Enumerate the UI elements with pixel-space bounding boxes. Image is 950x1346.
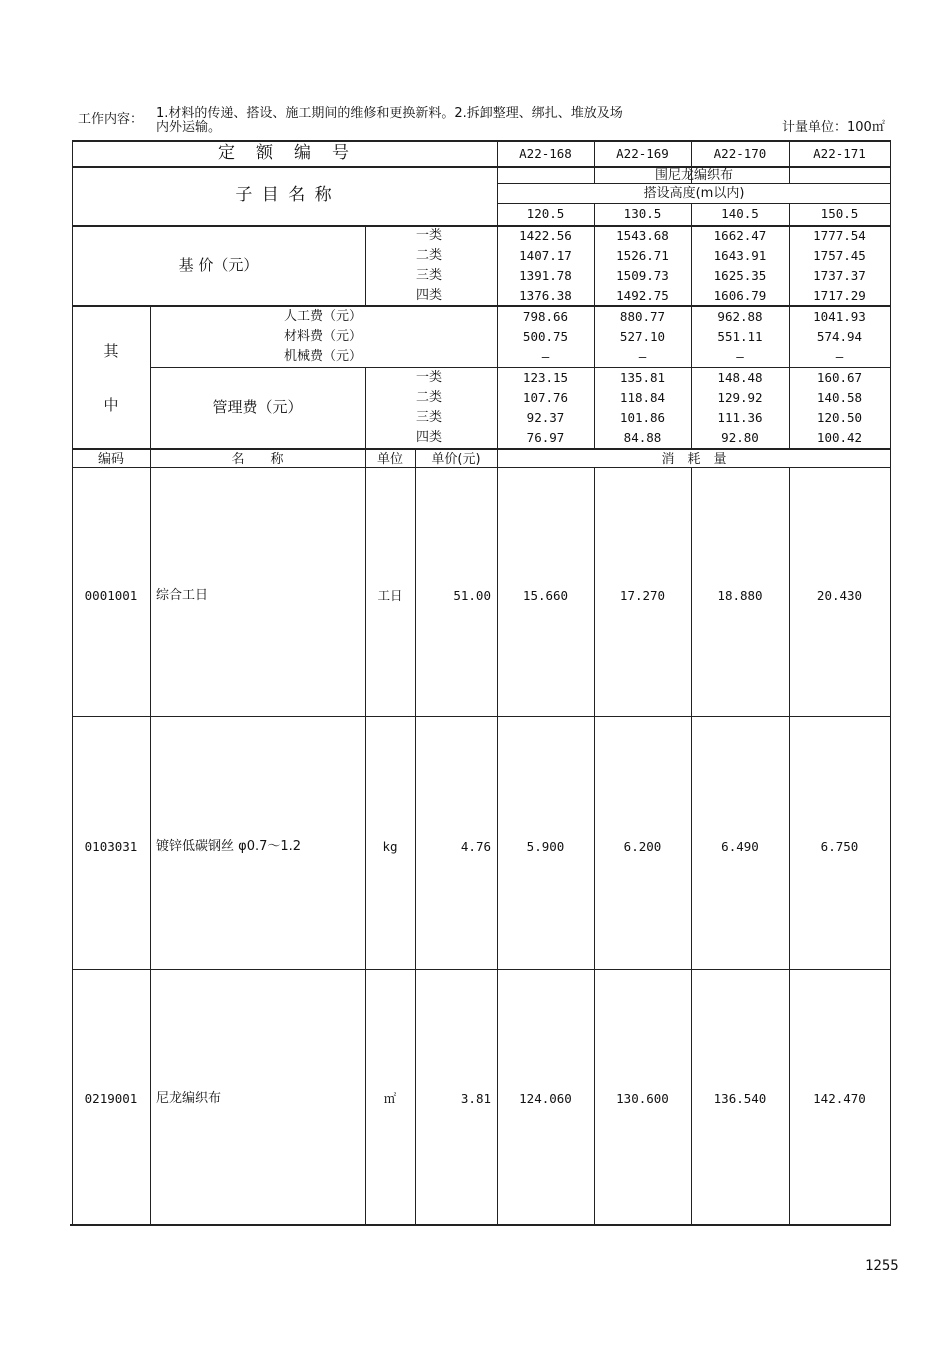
height-value: 130.5 xyxy=(623,206,662,221)
base-price-value: 1625.35 xyxy=(713,268,767,283)
base-price-value: 1662.47 xyxy=(713,228,767,243)
work-content-line1: 1.材料的传递、搭设、施工期间的维修和更换新料。2.拆卸整理、绑扎、堆放及场 xyxy=(156,106,623,121)
quota-code: A22-171 xyxy=(813,146,866,161)
mgmt-fee-value: 101.86 xyxy=(619,410,666,425)
mgmt-fee-value: 118.84 xyxy=(619,390,666,405)
machine-fee-value: – xyxy=(541,349,550,364)
base-price-value: 1407.17 xyxy=(519,248,572,263)
material-unit-price: 51.00 xyxy=(453,588,491,603)
material-quantity: 130.600 xyxy=(616,1091,669,1106)
material-name: 综合工日 xyxy=(156,588,209,603)
mgmt-fee-value: 135.81 xyxy=(619,370,666,385)
mgmt-class-label: 一类 xyxy=(416,370,443,385)
material-quantity: 6.750 xyxy=(820,839,859,854)
col-header-unit: 单位 xyxy=(376,452,403,467)
quota-number-label: 定 额 编 号 xyxy=(218,143,351,163)
labor-fee-value: 880.77 xyxy=(619,309,666,324)
base-price-class-label: 四类 xyxy=(416,288,443,303)
height-value: 140.5 xyxy=(721,206,759,221)
among-label-2: 中 xyxy=(103,396,119,414)
col-header-price: 单价(元) xyxy=(431,452,481,467)
base-price-value: 1543.68 xyxy=(616,228,669,243)
material-quantity: 142.470 xyxy=(813,1091,866,1106)
base-price-class-label: 二类 xyxy=(416,248,443,263)
item-name-label: 子 目 名 称 xyxy=(235,185,334,205)
mgmt-fee-value: 129.92 xyxy=(717,390,763,405)
material-fee-label: 材料费（元） xyxy=(283,329,362,344)
col-header-name: 名 称 xyxy=(231,452,284,467)
quota-code: A22-168 xyxy=(519,146,572,161)
material-fee-value: 551.11 xyxy=(717,329,763,344)
base-price-value: 1606.79 xyxy=(713,288,767,303)
material-unit: kg xyxy=(382,839,398,854)
material-unit-price: 4.76 xyxy=(460,839,491,854)
labor-fee-value: 798.66 xyxy=(522,309,569,324)
mgmt-fee-value: 160.67 xyxy=(816,370,863,385)
material-quantity: 124.060 xyxy=(519,1091,572,1106)
mgmt-fee-label: 管理费（元） xyxy=(212,398,303,416)
work-content-label: 工作内容： xyxy=(78,112,144,127)
base-price-value: 1737.37 xyxy=(813,268,866,283)
material-fee-value: 500.75 xyxy=(522,329,569,344)
base-price-value: 1717.29 xyxy=(813,288,866,303)
labor-fee-value: 1041.93 xyxy=(813,309,866,324)
base-price-value: 1492.75 xyxy=(616,288,669,303)
base-price-value: 1422.56 xyxy=(519,228,572,243)
base-price-value: 1643.91 xyxy=(713,248,767,263)
col-header-consumption: 消 耗 量 xyxy=(661,452,727,467)
material-quantity: 20.430 xyxy=(816,588,863,603)
labor-fee-label: 人工费（元） xyxy=(283,309,362,324)
machine-fee-value: – xyxy=(638,349,647,364)
machine-fee-value: – xyxy=(736,349,744,364)
quota-code: A22-170 xyxy=(713,146,767,161)
material-quantity: 18.880 xyxy=(717,588,763,603)
base-price-value: 1777.54 xyxy=(813,228,866,243)
mgmt-fee-value: 76.97 xyxy=(526,430,565,445)
among-label-1: 其 xyxy=(103,342,119,360)
material-quantity: 6.490 xyxy=(721,839,759,854)
base-price-value: 1509.73 xyxy=(616,268,669,283)
mgmt-fee-value: 92.37 xyxy=(526,410,565,425)
base-price-value: 1526.71 xyxy=(616,248,669,263)
base-price-value: 1376.38 xyxy=(519,288,572,303)
unit-note: 计量单位：100㎡ xyxy=(782,120,885,135)
base-price-class-label: 一类 xyxy=(416,228,443,243)
base-price-class-label: 三类 xyxy=(416,268,443,283)
machine-fee-value: – xyxy=(835,349,844,364)
mgmt-fee-value: 148.48 xyxy=(717,370,763,385)
base-price-label: 基 价（元） xyxy=(178,256,259,274)
material-code: 0103031 xyxy=(84,839,138,854)
page-number: 1255 xyxy=(865,1258,899,1274)
labor-fee-value: 962.88 xyxy=(717,309,763,324)
col-header-code: 编码 xyxy=(97,452,124,467)
mgmt-class-label: 三类 xyxy=(416,410,443,425)
material-quantity: 136.540 xyxy=(713,1091,767,1106)
mgmt-fee-value: 100.42 xyxy=(816,430,863,445)
mgmt-fee-value: 107.76 xyxy=(522,390,569,405)
material-quantity: 6.200 xyxy=(623,839,662,854)
mgmt-fee-value: 84.88 xyxy=(623,430,662,445)
quota-code: A22-169 xyxy=(616,146,669,161)
material-fee-value: 527.10 xyxy=(619,329,666,344)
mgmt-fee-value: 92.80 xyxy=(721,430,759,445)
height-value: 120.5 xyxy=(526,206,565,221)
material-code: 0219001 xyxy=(84,1091,138,1106)
material-unit: ㎡ xyxy=(383,1091,397,1106)
machine-fee-label: 机械费（元） xyxy=(283,349,362,364)
height-title: 搭设高度(m以内) xyxy=(643,186,745,201)
mgmt-fee-value: 111.36 xyxy=(717,410,763,425)
mgmt-fee-value: 140.58 xyxy=(816,390,863,405)
mgmt-fee-value: 123.15 xyxy=(522,370,569,385)
material-name: 镀锌低碳钢丝 φ0.7～1.2 xyxy=(156,839,302,854)
work-content-line2: 内外运输。 xyxy=(156,120,222,135)
mgmt-class-label: 四类 xyxy=(416,430,443,445)
material-unit-price: 3.81 xyxy=(460,1091,491,1106)
material-unit: 工日 xyxy=(377,588,403,603)
mgmt-class-label: 二类 xyxy=(416,390,443,405)
material-code: 0001001 xyxy=(84,588,138,603)
material-fee-value: 574.94 xyxy=(816,329,863,344)
height-value: 150.5 xyxy=(820,206,859,221)
mgmt-fee-value: 120.50 xyxy=(816,410,863,425)
base-price-value: 1391.78 xyxy=(519,268,572,283)
group-title: 围尼龙编织布 xyxy=(654,168,733,183)
material-quantity: 15.660 xyxy=(522,588,569,603)
material-quantity: 5.900 xyxy=(526,839,565,854)
material-name: 尼龙编织布 xyxy=(156,1091,222,1106)
material-quantity: 17.270 xyxy=(619,588,666,603)
base-price-value: 1757.45 xyxy=(813,248,866,263)
